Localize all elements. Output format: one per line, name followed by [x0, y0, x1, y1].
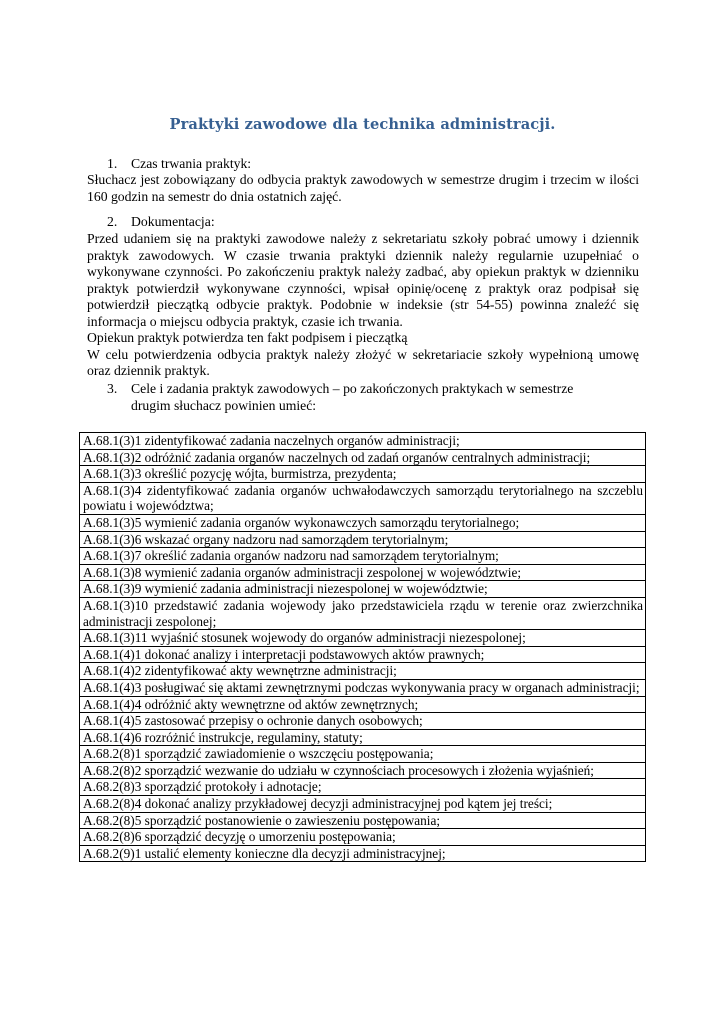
- table-cell: A.68.2(8)2 sporządzić wezwanie do udziału w czynnościach procesowych i złożenia wyjaśnień;: [80, 762, 646, 779]
- table-row: [80, 845, 646, 862]
- table-cell: A.68.1(3)9 wymienić zadania administracji niezespolonej w województwie;: [80, 581, 646, 598]
- table-row: [80, 531, 646, 548]
- paragraph: Przed udaniem się na praktyki zawodowe należy z sekretariatu szkoły pobrać umowy i dziennik praktyk zawodowych. W czasie trwania praktyki dziennik należy regularnie uzupełniać o wykonywane czynności. Po zakończeniu praktyk należy zadbać, aby opiekun praktyk w dzienniku praktyk potwierdził wykonywane czynności, wpisał opinię/ocenę z praktyk oraz podpisał się potwierdził pieczątką odbycie praktyk. Podobnie w indeksie (str 54-55) powinna znaleźć się informacja o miejscu odbycia praktyk, czasie ich trwania.: [87, 231, 639, 329]
- table-cell: A.68.1(4)4 odróżnić akty wewnętrzne od aktów zewnętrznych;: [80, 696, 646, 713]
- table-cell: A.68.1(4)3 posługiwać się aktami zewnętrznymi podczas wykonywania pracy w organach administracji;: [80, 679, 646, 696]
- table-cell: A.68.1(3)5 wymienić zadania organów wykonawczych samorządu terytorialnego;: [80, 514, 646, 531]
- section-2-body: [87, 231, 639, 380]
- section-1-body: [87, 172, 639, 205]
- paragraph: Słuchacz jest zobowiązany do odbycia praktyk zawodowych w semestrze drugim i trzecim w ilości 160 godzin na semestr do dnia ostatnich zajęć.: [87, 172, 639, 204]
- table-row: [80, 829, 646, 846]
- table-cell: A.68.1(3)8 wymienić zadania organów administracji zespolonej w województwie;: [80, 564, 646, 581]
- table-cell: A.68.1(3)10 przedstawić zadania wojewody jako przedstawiciela rządu w terenie oraz zwierzchnika administracji zespolonej;: [80, 597, 646, 629]
- table-row: [80, 597, 646, 629]
- table-row: [80, 762, 646, 779]
- table-row: [80, 746, 646, 763]
- table-cell: A.68.1(3)1 zidentyfikować zadania naczelnych organów administracji;: [80, 433, 646, 450]
- section-title: Czas trwania praktyk:: [131, 156, 252, 171]
- table-cell: A.68.1(3)4 zidentyfikować zadania organów uchwałodawczych samorządu terytorialnego na szczeblu powiatu i województwa;: [80, 482, 646, 514]
- section-number: 3.: [107, 381, 118, 396]
- table-cell: A.68.2(8)5 sporządzić postanowienie o zawieszeniu postępowania;: [80, 812, 646, 829]
- table-cell: A.68.2(8)3 sporządzić protokoły i adnotacje;: [80, 779, 646, 796]
- table-cell: A.68.1(4)6 rozróżnić instrukcje, regulaminy, statuty;: [80, 729, 646, 746]
- table-cell: A.68.1(4)2 zidentyfikować akty wewnętrzne administracji;: [80, 663, 646, 680]
- table-row: [80, 713, 646, 730]
- table-row: [80, 646, 646, 663]
- table-row: [80, 630, 646, 647]
- section-3-heading-continuation: drugim słuchacz powinien umieć:: [131, 398, 317, 413]
- paragraph: Opiekun praktyk potwierdza ten fakt podpisem i pieczątką: [87, 330, 408, 345]
- table-row: [80, 449, 646, 466]
- table-row: [80, 482, 646, 514]
- table-row: [80, 466, 646, 483]
- table-cell: A.68.1(3)3 określić pozycję wójta, burmistrza, prezydenta;: [80, 466, 646, 483]
- table-cell: A.68.1(3)7 określić zadania organów nadzoru nad samorządem terytorialnym;: [80, 548, 646, 565]
- table-row: [80, 812, 646, 829]
- table-row: [80, 581, 646, 598]
- table-row: [80, 548, 646, 565]
- table-cell: A.68.2(8)1 sporządzić zawiadomienie o wszczęciu postępowania;: [80, 746, 646, 763]
- table-cell: A.68.1(4)5 zastosować przepisy o ochronie danych osobowych;: [80, 713, 646, 730]
- table-cell: A.68.2(8)6 sporządzić decyzję o umorzeniu postępowania;: [80, 829, 646, 846]
- table-cell: A.68.1(3)6 wskazać organy nadzoru nad samorządem terytorialnym;: [80, 531, 646, 548]
- page-title: Praktyki zawodowe dla technika administracji.: [169, 116, 556, 133]
- table-row: [80, 729, 646, 746]
- skills-table: [79, 432, 646, 862]
- table-row: [80, 514, 646, 531]
- table-row: [80, 779, 646, 796]
- table-cell: A.68.1(4)1 dokonać analizy i interpretacji podstawowych aktów prawnych;: [80, 646, 646, 663]
- section-3-heading: [107, 381, 573, 398]
- table-cell: A.68.1(3)2 odróżnić zadania organów naczelnych od zadań organów centralnych administracji;: [80, 449, 646, 466]
- paragraph: W celu potwierdzenia odbycia praktyk należy złożyć w sekretariacie szkoły wypełnioną umowę oraz dziennik praktyk.: [87, 346, 639, 378]
- table-row: [80, 679, 646, 696]
- table-row: [80, 433, 646, 450]
- section-2-heading: [107, 214, 215, 231]
- table-cell: A.68.2(8)4 dokonać analizy przykładowej decyzji administracyjnej pod kątem jej treści;: [80, 796, 646, 813]
- table-row: [80, 564, 646, 581]
- table-row: [80, 696, 646, 713]
- table-cell: A.68.2(9)1 ustalić elementy konieczne dla decyzji administracyjnej;: [80, 845, 646, 862]
- section-1-heading: [107, 156, 251, 173]
- table-cell: A.68.1(3)11 wyjaśnić stosunek wojewody do organów administracji niezespolonej;: [80, 630, 646, 647]
- section-number: 2.: [107, 214, 118, 229]
- section-title: Dokumentacja:: [131, 214, 215, 229]
- table-row: [80, 663, 646, 680]
- section-number: 1.: [107, 156, 118, 171]
- table-row: [80, 796, 646, 813]
- section-title: Cele i zadania praktyk zawodowych – po zakończonych praktykach w semestrze: [131, 381, 574, 396]
